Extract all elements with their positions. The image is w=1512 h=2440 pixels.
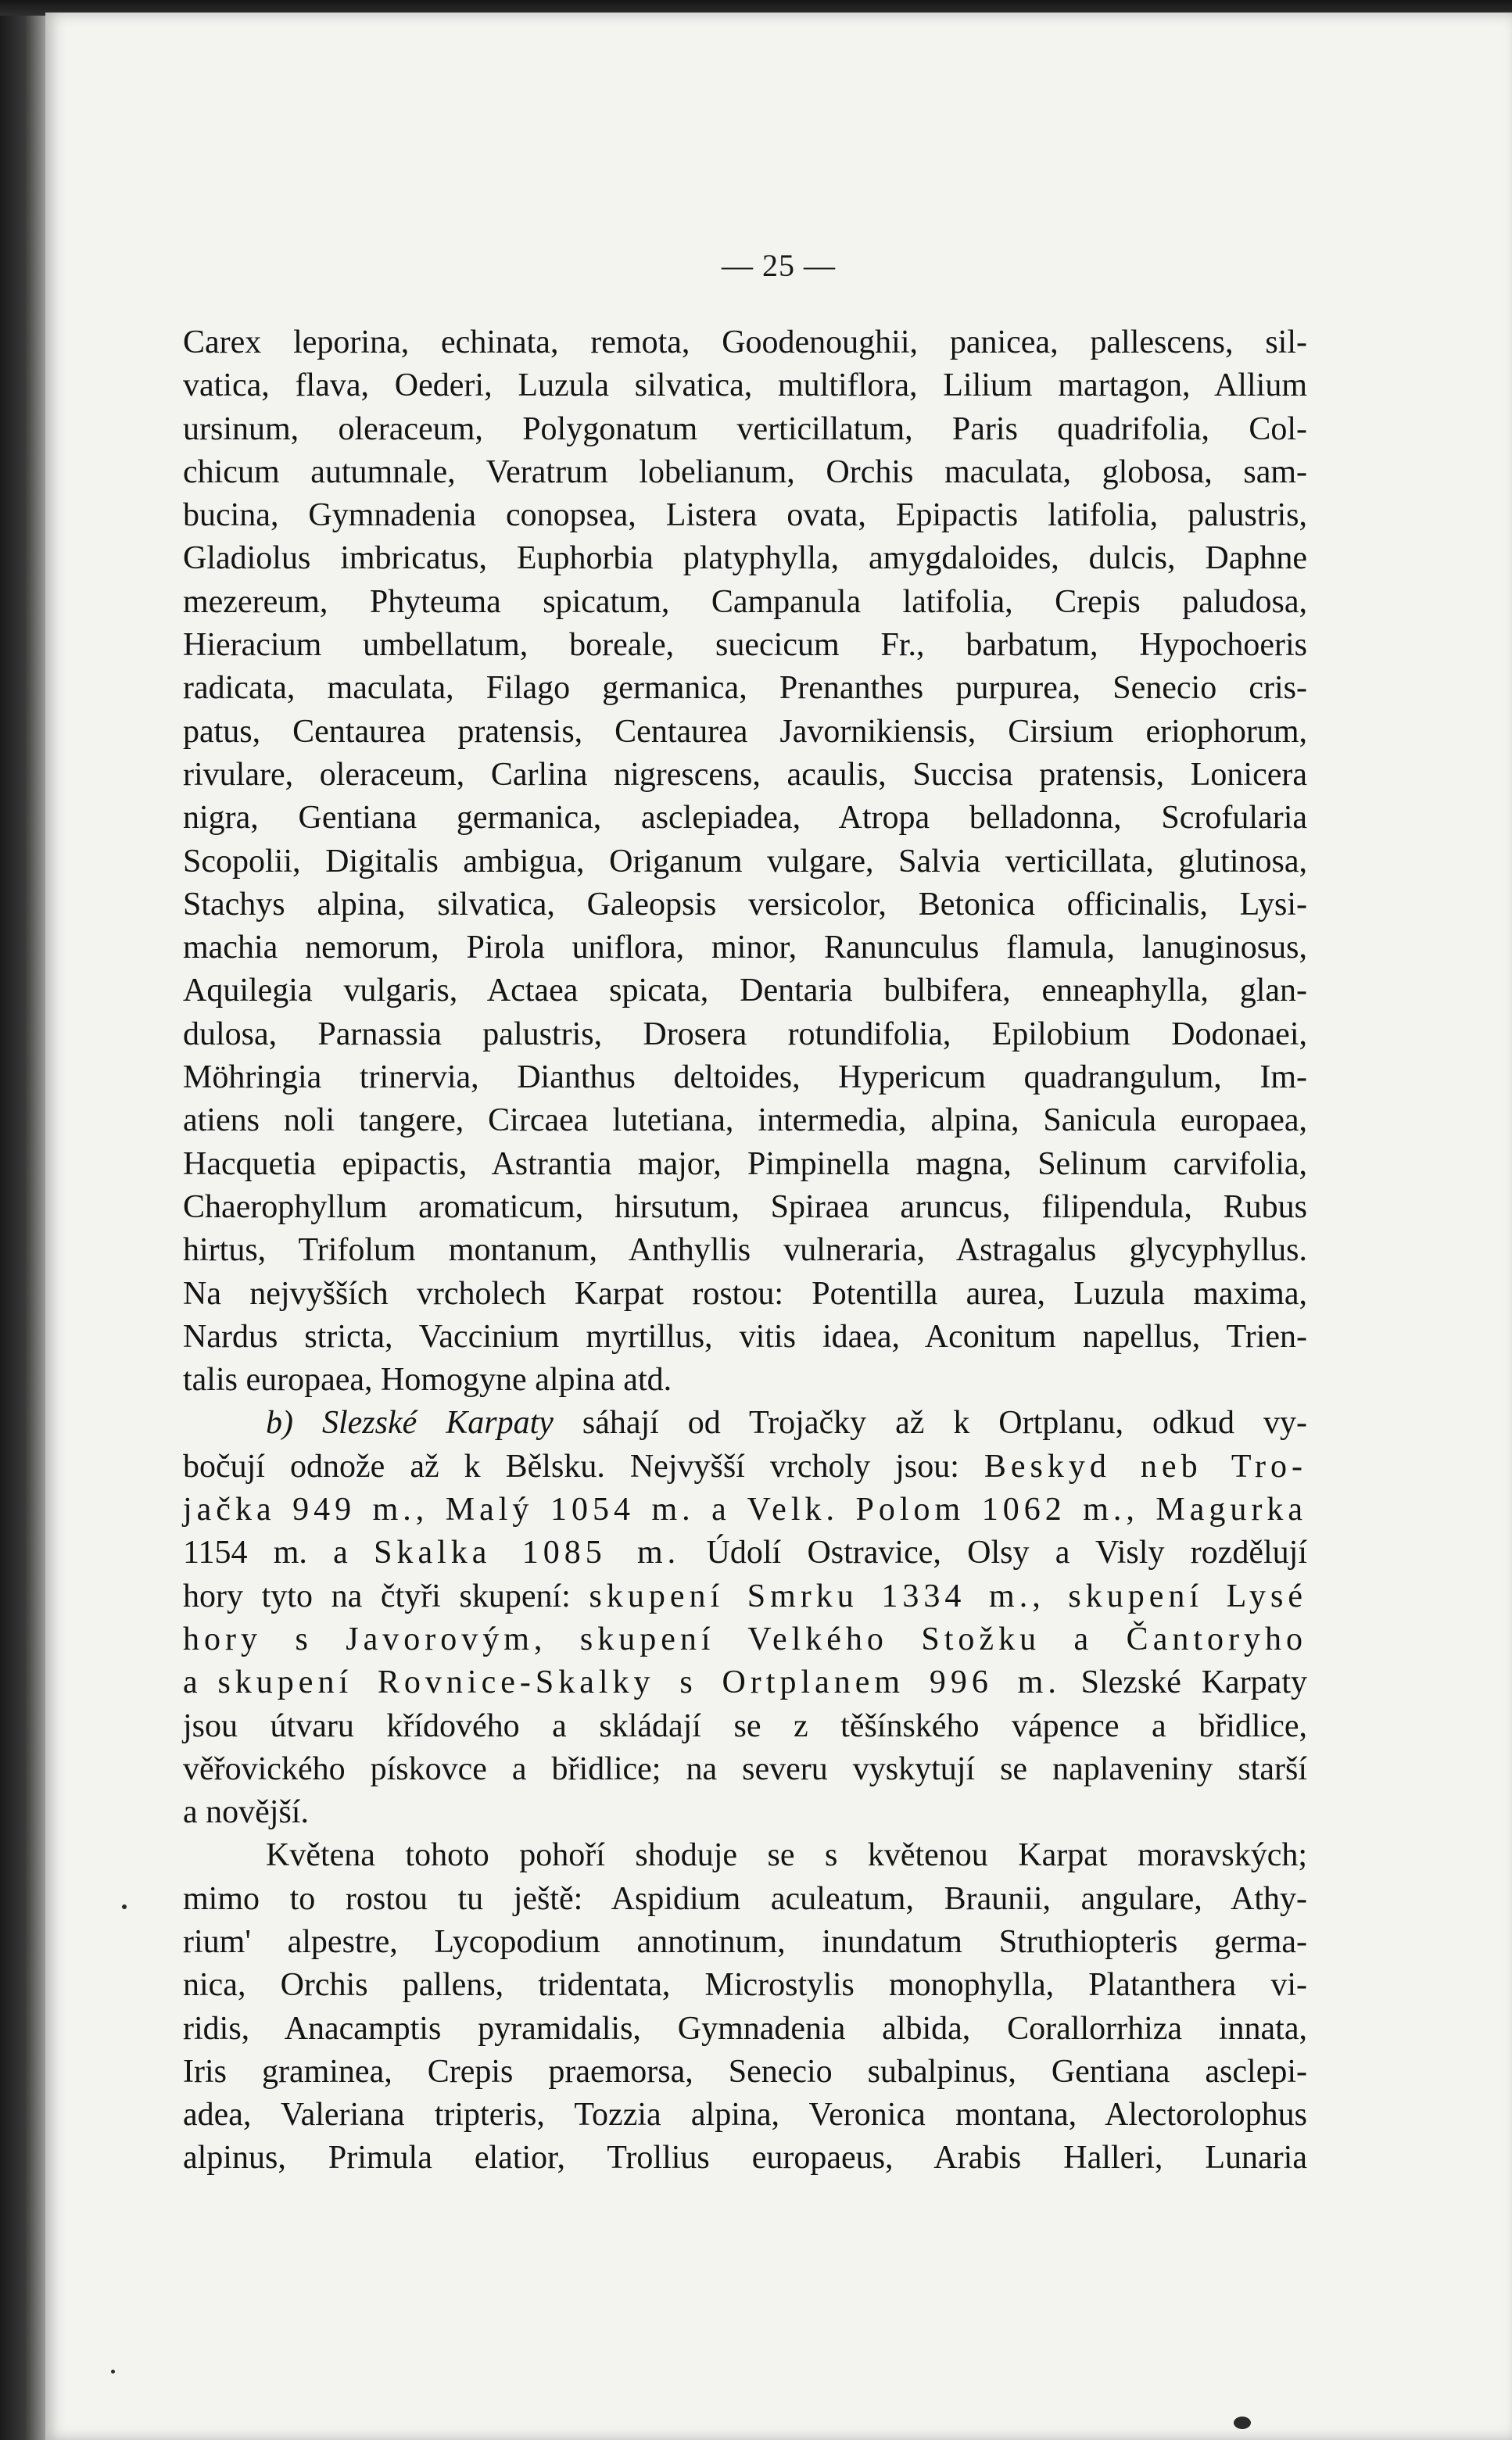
text-line: dulosa, Parnassia palustris, Drosera rotundifolia, Epilobium Dodonaei,	[183, 1016, 1307, 1052]
text-line: Gladiolus imbricatus, Euphorbia platyphylla, amygdaloides, dulcis, Daphne	[183, 540, 1307, 577]
text-line: ridis, Anacamptis pyramidalis, Gymnadenia albida, Corallorrhiza innata,	[183, 2010, 1307, 2047]
text-line: radicata, maculata, Filago germanica, Prenanthes purpurea, Senecio cris-	[183, 670, 1307, 707]
spaced-text: skupení Rovnice-Skalky s Ortplanem 996 m.	[217, 1664, 1061, 1701]
text-fragment: Slezské Karpaty	[1080, 1664, 1307, 1701]
text-line	[183, 1618, 1307, 1661]
text-line: Iris graminea, Crepis praemorsa, Senecio subalpinus, Gentiana asclepi-	[183, 2053, 1307, 2090]
text-line: Hacquetia epipactis, Astrantia major, Pimpinella magna, Selinum carvifolia,	[183, 1145, 1307, 1182]
ink-speck	[122, 1904, 127, 1909]
book-page	[45, 13, 1512, 2440]
text-line	[183, 1532, 1307, 1575]
text-line: Hieracium umbellatum, boreale, suecicum Fr., barbatum, Hypochoeris	[183, 627, 1307, 664]
text-line: atiens noli tangere, Circaea lutetiana, intermedia, alpina, Sanicula europaea,	[183, 1102, 1307, 1139]
text-line: vatica, flava, Oederi, Luzula silvatica, multiflora, Lilium martagon, Allium	[183, 367, 1307, 404]
text-line: Möhringia trinervia, Dianthus deltoides, Hypericum quadrangulum, Im-	[183, 1059, 1307, 1096]
plant-list-paragraph	[183, 321, 1307, 1402]
text-line: adea, Valeriana tripteris, Tozzia alpina, Veronica montana, Alectorolophus	[183, 2097, 1307, 2134]
scan-edge-left	[0, 0, 45, 2440]
section-b-heading-line	[183, 1402, 1307, 1445]
flora-paragraph	[183, 1834, 1307, 2180]
text-line	[183, 1489, 1307, 1532]
text-line: nigra, Gentiana germanica, asclepiadea, Atropa belladonna, Scrofularia	[183, 800, 1307, 837]
section-b-paragraph	[183, 1402, 1307, 1834]
text-line	[183, 1575, 1307, 1618]
text-line	[183, 1661, 1307, 1704]
section-b-label: b)	[266, 1405, 293, 1442]
text-line: bucina, Gymnadenia conopsea, Listera ovata, Epipactis latifolia, palustris,	[183, 497, 1307, 534]
text-line: alpinus, Primula elatior, Trollius europaeus, Arabis Halleri, Lunaria	[183, 2140, 1307, 2177]
text-line: Na nejvyšších vrcholech Karpat rostou: Potentilla aurea, Luzula maxima,	[183, 1275, 1307, 1312]
text-line: Chaerophyllum aromaticum, hirsutum, Spiraea aruncus, filipendula, Rubus	[183, 1188, 1307, 1225]
text-line: Scopolii, Digitalis ambigua, Origanum vulgare, Salvia verticillata, glutinosa,	[183, 843, 1307, 880]
text-line: a novější.	[183, 1794, 309, 1831]
text-line: mezereum, Phyteuma spicatum, Campanula latifolia, Crepis paludosa,	[183, 583, 1307, 620]
page-body	[183, 321, 1307, 2180]
text-line: ursinum, oleraceum, Polygonatum verticillatum, Paris quadrifolia, Col-	[183, 410, 1307, 447]
text-line: machia nemorum, Pirola uniflora, minor, Ranunculus flamula, lanuginosus,	[183, 930, 1307, 966]
text-line: Carex leporina, echinata, remota, Goodenoughii, panicea, pallescens, sil-	[183, 324, 1307, 360]
text-line: Květena tohoto pohoří shoduje se s květenou Karpat moravských;	[266, 1837, 1307, 1874]
text-line: rivulare, oleraceum, Carlina nigrescens, acaulis, Succisa pratensis, Lonicera	[183, 756, 1307, 793]
text-fragment: a	[183, 1664, 198, 1701]
page-number: — 25 —	[722, 248, 836, 283]
spaced-text: Skalka 1085 m.	[374, 1535, 681, 1571]
ink-speck	[1234, 2417, 1251, 2429]
text-fragment: 1154 m. a	[183, 1535, 348, 1571]
text-line: Nardus stricta, Vaccinium myrtillus, vitis idaea, Aconitum napellus, Trien-	[183, 1318, 1307, 1355]
text-line: chicum autumnale, Veratrum lobelianum, Orchis maculata, globosa, sam-	[183, 453, 1307, 490]
spaced-text: jačka 949 m., Malý 1054 m. a Velk. Polom 1062 m., Magurka	[183, 1492, 1307, 1528]
text-line: Stachys alpina, silvatica, Galeopsis versicolor, Betonica officinalis, Lysi-	[183, 886, 1307, 923]
text-fragment: bočují odnože až k Bělsku. Nejvyšší vrcholy jsou:	[183, 1448, 959, 1485]
section-b-title: Slezské Karpaty	[321, 1405, 554, 1442]
text-line	[183, 1446, 1307, 1489]
text-line: Aquilegia vulgaris, Actaea spicata, Dentaria bulbifera, enneaphylla, glan-	[183, 973, 1307, 1009]
text-line: nica, Orchis pallens, tridentata, Microstylis monophylla, Platanthera vi-	[183, 1967, 1307, 2004]
text-line: patus, Centaurea pratensis, Centaurea Javornikiensis, Cirsium eriophorum,	[183, 713, 1307, 750]
text-line: hirtus, Trifolum montanum, Anthyllis vulneraria, Astragalus glycyphyllus.	[183, 1232, 1307, 1269]
text-line: mimo to rostou tu ještě: Aspidium aculeatum, Braunii, angulare, Athy-	[183, 1880, 1307, 1917]
spaced-text: skupení Smrku 1334 m., skupení Lysé	[589, 1578, 1307, 1614]
text-line: jsou útvaru křídového a skládají se z těšínského vápence a břidlice,	[183, 1707, 1307, 1744]
text-fragment: Údolí Ostravice, Olsy a Visly rozdělují	[706, 1535, 1308, 1571]
spaced-text: Beskyd neb Tro-	[984, 1448, 1307, 1485]
ink-speck	[111, 2370, 115, 2374]
text-line: rium' alpestre, Lycopodium annotinum, inundatum Struthiopteris germa-	[183, 1923, 1307, 1960]
spaced-text: hory s Javorovým, skupení Velkého Stožku a Čantoryho	[183, 1621, 1307, 1657]
text-fragment: hory tyto na čtyři skupení:	[183, 1578, 571, 1614]
text-line: talis europaea, Homogyne alpina atd.	[183, 1362, 672, 1399]
text-fragment: sáhají od Trojačky až k Ortplanu, odkud vy-	[582, 1405, 1308, 1442]
text-line: věřovického pískovce a břidlice; na severu vyskytují se naplaveniny starší	[183, 1750, 1307, 1787]
